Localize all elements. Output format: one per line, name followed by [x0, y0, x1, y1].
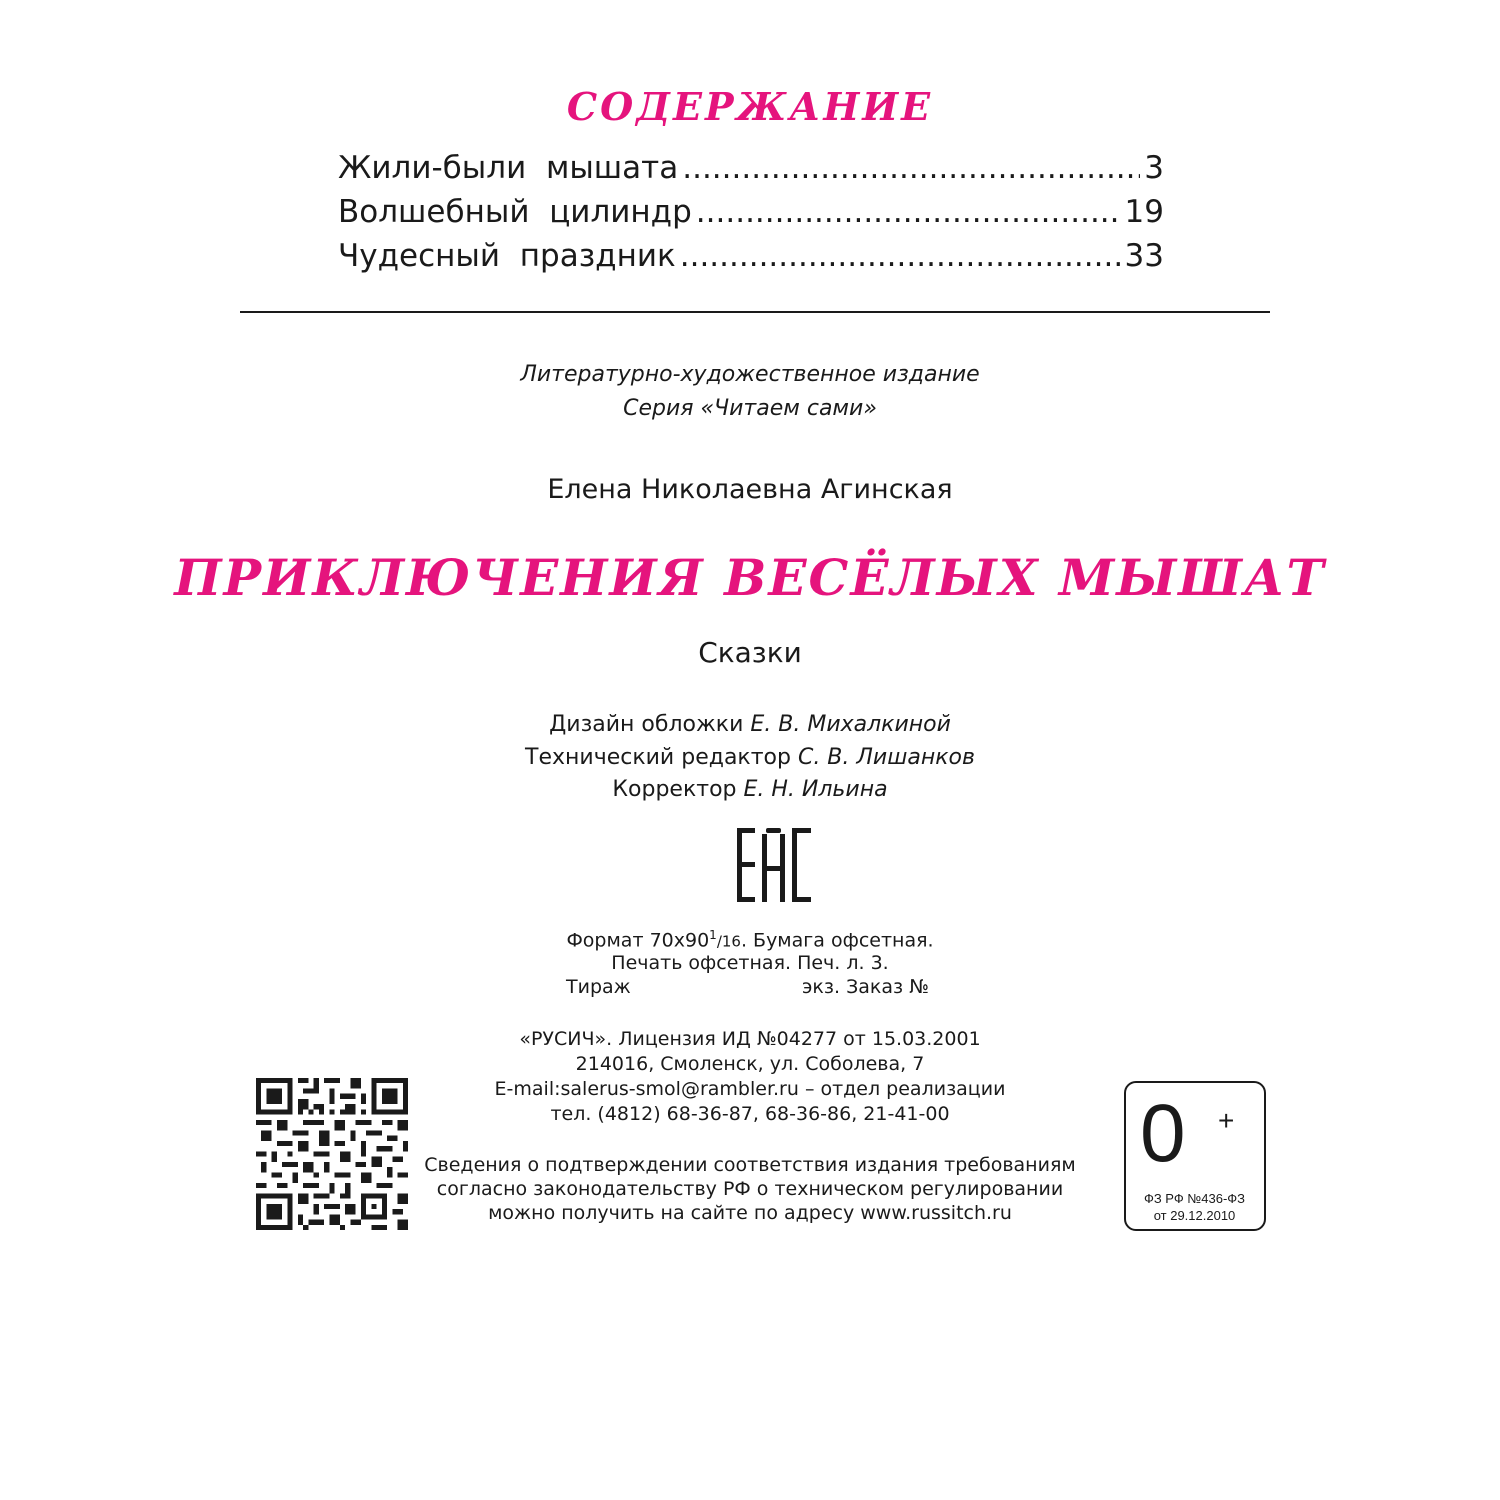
toc-leader-dots: [682, 150, 1140, 186]
compliance-line: можно получить на сайте по адресу www.russitch.ru: [488, 1202, 1012, 1224]
print-line: Печать офсетная. Печ. л. 3.: [611, 952, 889, 974]
format-suffix: . Бумага офсетная.: [740, 929, 934, 952]
toc-entry-page: 19: [1124, 194, 1164, 230]
toc-entry-page: 3: [1144, 150, 1164, 186]
book-title: ПРИКЛЮЧЕНИЯ ВЕСЁЛЫХ МЫШАТ: [174, 548, 1326, 607]
divider: [240, 311, 1270, 313]
credit-role: Технический редактор: [525, 745, 791, 770]
publisher-line: 214016, Смоленск, ул. Соболева, 7: [575, 1053, 925, 1075]
age-rating-value: 0: [1140, 1088, 1186, 1179]
compliance-line: Сведения о подтверждении соответствия издания требованиям: [424, 1154, 1076, 1176]
order-label: экз. Заказ №: [802, 976, 929, 998]
credit-line: [0, 712, 1500, 737]
publisher-line: E-mail:salerus-smol@rambler.ru – отдел реализации: [494, 1078, 1006, 1100]
age-rating-plus: +: [1218, 1105, 1235, 1136]
toc-entry-page: 33: [1124, 238, 1164, 274]
publisher-line: тел. (4812) 68-36-87, 68-36-86, 21-41-00: [550, 1103, 950, 1125]
format-sub: /16: [716, 932, 741, 951]
format-prefix: Формат 70х90: [566, 929, 710, 952]
credit-line: [0, 777, 1500, 802]
credit-role: Дизайн обложки: [549, 712, 744, 737]
credit-person: С. В. Лишанков: [797, 745, 975, 770]
credit-line: [0, 745, 1500, 770]
toc-entry: [338, 194, 1164, 238]
toc-entry-label: Жили-были мышата: [338, 150, 679, 186]
author-name: Елена Николаевна Агинская: [547, 474, 953, 505]
eac-mark-icon: [732, 826, 814, 904]
toc-list: [338, 150, 1164, 282]
toc-entry-label: Волшебный цилиндр: [338, 194, 692, 230]
format-line: [0, 928, 1500, 951]
age-rating-date: от 29.12.2010: [1153, 1208, 1236, 1223]
toc-leader-dots: [680, 238, 1121, 274]
qr-code-icon: [256, 1078, 408, 1230]
genre: Сказки: [698, 636, 802, 669]
format-sup: 1: [709, 928, 717, 942]
age-rating-law: ФЗ РФ №436-ФЗ: [1143, 1191, 1246, 1206]
toc-title: СОДЕРЖАНИЕ: [566, 84, 934, 129]
toc-entry: [338, 150, 1164, 194]
toc-leader-dots: [696, 194, 1121, 230]
publisher-line: «РУСИЧ». Лицензия ИД №04277 от 15.03.2001: [519, 1028, 981, 1050]
edition-type: Литературно-художественное издание: [520, 362, 980, 387]
credit-person: Е. Н. Ильина: [743, 777, 888, 802]
toc-entry: [338, 238, 1164, 282]
credit-role: Корректор: [612, 777, 737, 802]
age-rating-badge: [1124, 1081, 1266, 1231]
credit-person: Е. В. Михалкиной: [750, 712, 951, 737]
toc-entry-label: Чудесный праздник: [338, 238, 676, 274]
series-name: Серия «Читаем сами»: [623, 396, 877, 421]
run-label: Тираж: [566, 976, 631, 998]
compliance-line: согласно законодательству РФ о техническом регулировании: [436, 1178, 1064, 1200]
